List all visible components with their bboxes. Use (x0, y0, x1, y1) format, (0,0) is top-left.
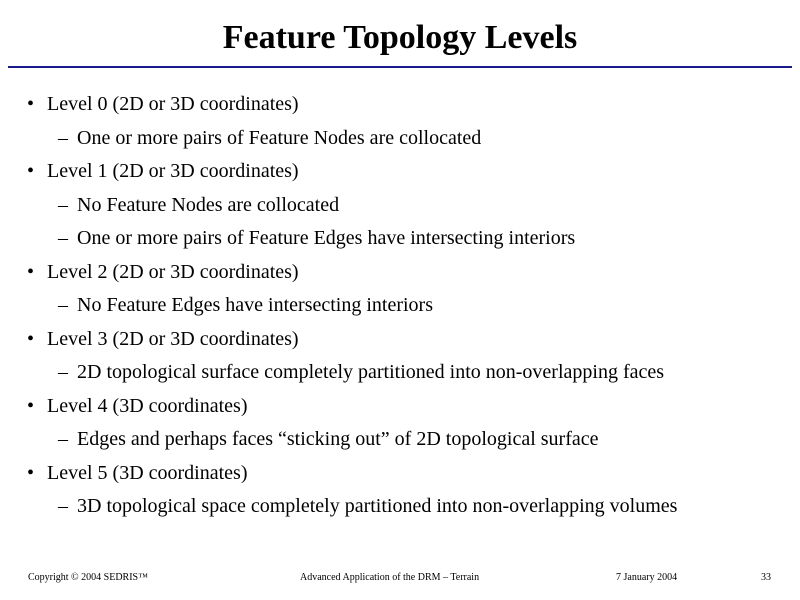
list-item-text: Level 1 (2D or 3D coordinates) (47, 160, 299, 182)
footer-date: 7 January 2004 (616, 572, 678, 583)
dash-glyph: – (58, 361, 68, 383)
dash-glyph: – (58, 193, 68, 216)
sub-list-item (0, 495, 800, 529)
sub-list-item (0, 127, 800, 161)
sub-list-item (0, 428, 800, 462)
bullet-glyph: • (27, 260, 35, 283)
sub-list-item-text: Edges and perhaps faces “sticking out” of 2D topological surface (77, 428, 599, 450)
bullet-glyph: • (27, 461, 35, 484)
slide-title: Feature Topology Levels (222, 19, 578, 56)
sub-list-item-text: 2D topological surface completely partitioned into non-overlapping faces (77, 361, 665, 383)
dash-glyph: – (58, 495, 68, 517)
list-item (0, 160, 800, 194)
bullet-list (0, 93, 800, 529)
list-item-text: Level 4 (3D coordinates) (47, 394, 248, 417)
sub-list-item-text: One or more pairs of Feature Nodes are collocated (77, 126, 482, 149)
list-item-text: Level 5 (3D coordinates) (47, 461, 248, 484)
bullet-glyph: • (27, 394, 35, 417)
list-item (0, 395, 800, 429)
dash-glyph: – (58, 126, 68, 149)
title-underline (8, 66, 792, 68)
list-item (0, 328, 800, 362)
dash-glyph: – (58, 227, 68, 249)
dash-glyph: – (58, 428, 68, 450)
sub-list-item-text: No Feature Nodes are collocated (77, 193, 340, 216)
list-item-text: Level 0 (2D or 3D coordinates) (47, 93, 299, 115)
footer-page-number: 33 (761, 572, 771, 583)
sub-list-item-text: 3D topological space completely partitioned into non-overlapping volumes (77, 495, 678, 517)
sub-list-item (0, 227, 800, 261)
footer-copyright: Copyright © 2004 SEDRIS™ (28, 572, 148, 583)
sub-list-item (0, 194, 800, 228)
list-item-text: Level 3 (2D or 3D coordinates) (47, 327, 299, 350)
footer-presentation-title: Advanced Application of the DRM – Terrain (300, 572, 480, 583)
bullet-glyph: • (27, 327, 35, 350)
bullet-glyph: • (27, 160, 35, 182)
dash-glyph: – (58, 294, 68, 316)
bullet-glyph: • (27, 93, 35, 115)
list-item (0, 462, 800, 496)
list-item-text: Level 2 (2D or 3D coordinates) (47, 260, 299, 283)
list-item (0, 261, 800, 295)
sub-list-item (0, 361, 800, 395)
list-item (0, 93, 800, 127)
sub-list-item-text: One or more pairs of Feature Edges have intersecting interiors (77, 227, 576, 249)
sub-list-item-text: No Feature Edges have intersecting interiors (77, 294, 433, 316)
sub-list-item (0, 294, 800, 328)
